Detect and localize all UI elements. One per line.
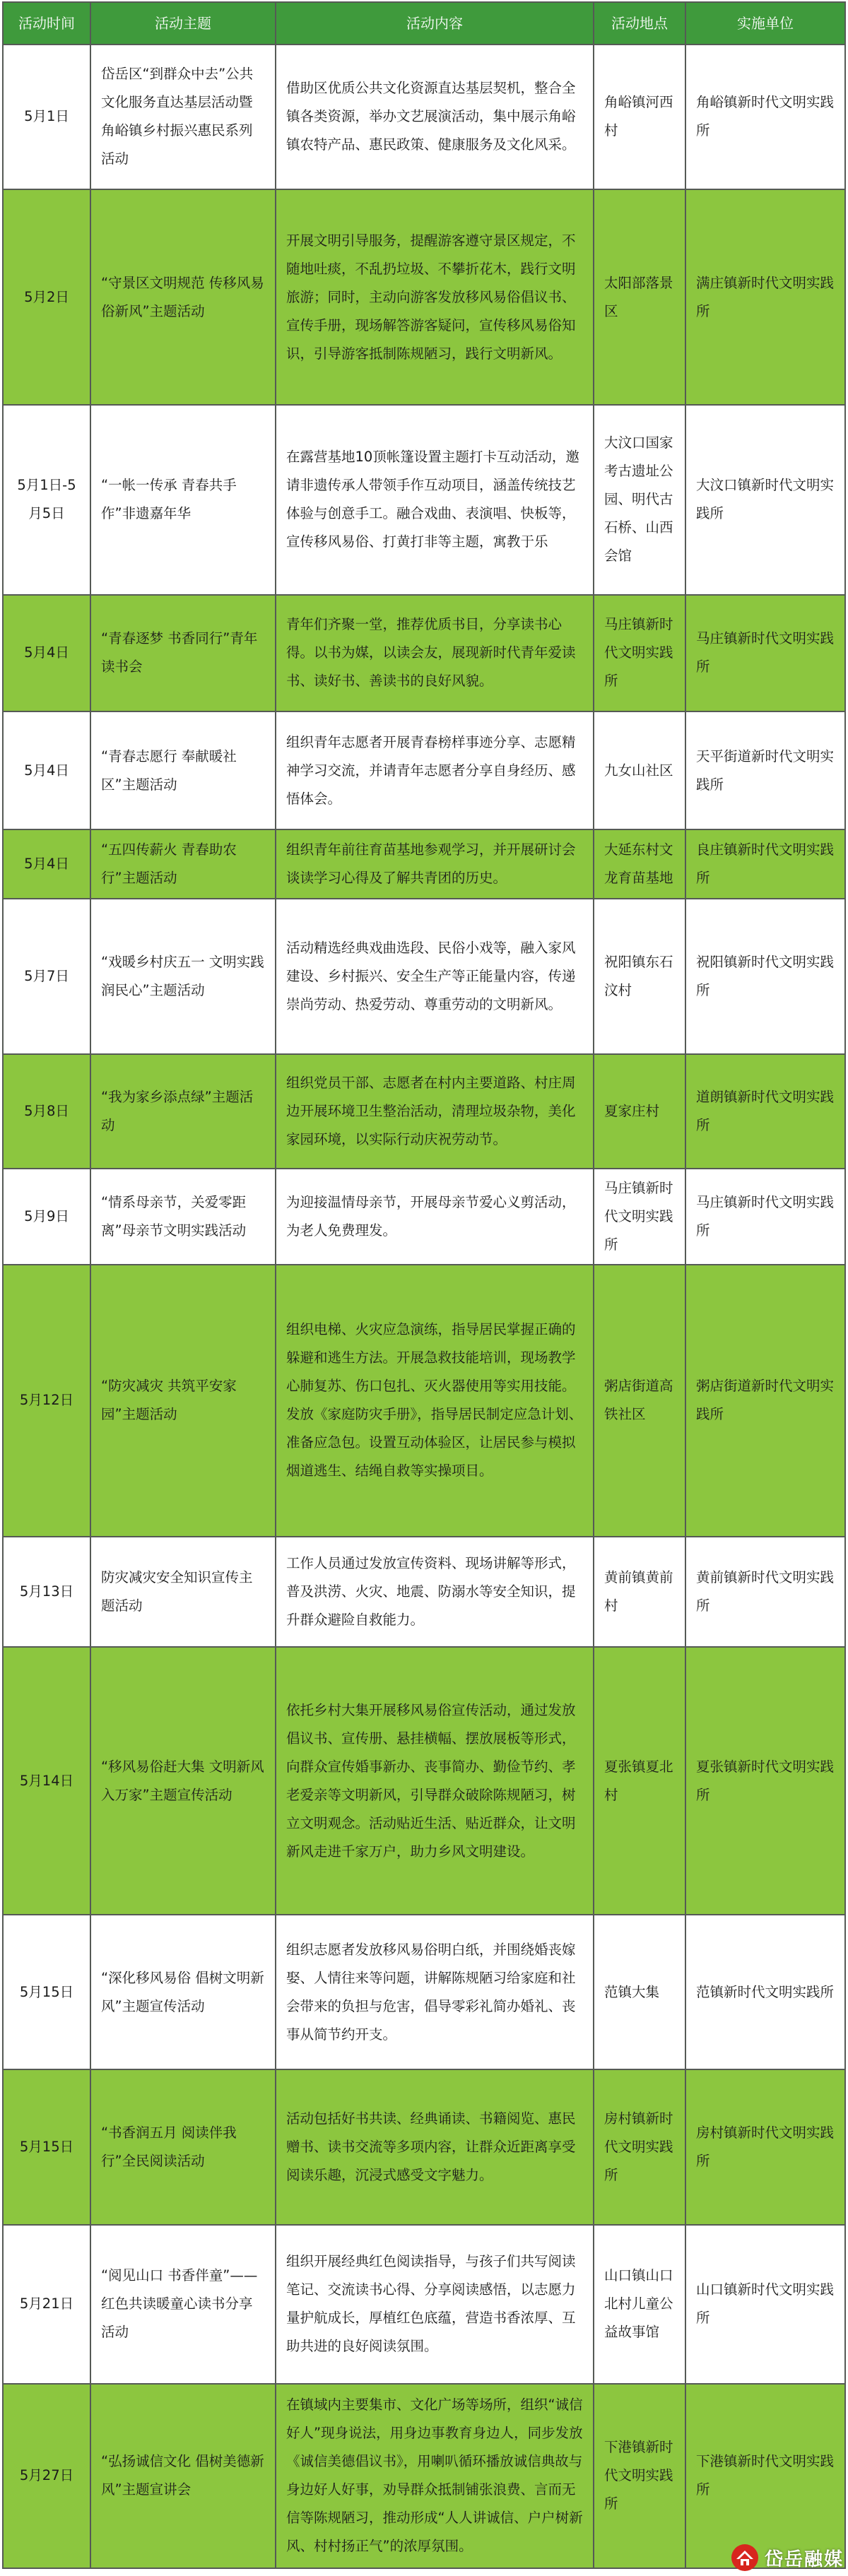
cell-location: 范镇大集 bbox=[594, 1915, 685, 2070]
cell-date: 5月4日 bbox=[3, 711, 90, 829]
watermark bbox=[707, 2539, 848, 2576]
watermark-text: 岱岳融媒 bbox=[764, 2548, 844, 2570]
cell-theme: “戏暖乡村庆五一 文明实践润民心”主题活动 bbox=[90, 899, 276, 1054]
cell-location: 粥店街道高铁社区 bbox=[594, 1265, 685, 1537]
cell-date: 5月1日 bbox=[3, 45, 90, 189]
cell-location: 房村镇新时代文明实践所 bbox=[594, 2069, 685, 2225]
cell-content: 组织党员干部、志愿者在村内主要道路、村庄周边开展环境卫生整治活动，清理垃圾杂物，美化家园环境，以实际行动庆祝劳动节。 bbox=[276, 1054, 594, 1169]
cell-location: 祝阳镇东石汶村 bbox=[594, 899, 685, 1054]
header-theme: 活动主题 bbox=[90, 2, 276, 45]
cell-date: 5月13日 bbox=[3, 1537, 90, 1648]
cell-location: 大汶口国家考古遗址公园、明代古石桥、山西会馆 bbox=[594, 405, 685, 595]
cell-date: 5月14日 bbox=[3, 1647, 90, 1914]
rooftop-logo-icon bbox=[731, 2543, 759, 2572]
cell-date: 5月1日-5月5日 bbox=[3, 405, 90, 595]
cell-unit: 马庄镇新时代文明实践所 bbox=[685, 595, 845, 711]
activity-schedule-table bbox=[2, 1, 846, 2569]
cell-location: 太阳部落景区 bbox=[594, 189, 685, 405]
cell-date: 5月2日 bbox=[3, 189, 90, 405]
cell-unit: 角峪镇新时代文明实践所 bbox=[685, 45, 845, 189]
cell-unit: 大汶口镇新时代文明实践所 bbox=[685, 405, 845, 595]
cell-unit: 满庄镇新时代文明实践所 bbox=[685, 189, 845, 405]
cell-location: 夏张镇夏北村 bbox=[594, 1647, 685, 1914]
cell-date: 5月7日 bbox=[3, 899, 90, 1054]
cell-theme: “阅见山口 书香伴童”——红色共读暖童心读书分享活动 bbox=[90, 2225, 276, 2384]
cell-location: 山口镇山口北村儿童公益故事馆 bbox=[594, 2225, 685, 2384]
cell-theme: “情系母亲节，关爱零距离”母亲节文明实践活动 bbox=[90, 1169, 276, 1265]
cell-content: 组织青年志愿者开展青春榜样事迹分享、志愿精神学习交流，并请青年志愿者分享自身经历、感悟体会。 bbox=[276, 711, 594, 829]
table-row bbox=[3, 2225, 845, 2384]
cell-location: 马庄镇新时代文明实践所 bbox=[594, 595, 685, 711]
cell-location: 下港镇新时代文明实践所 bbox=[594, 2384, 685, 2568]
table-row bbox=[3, 1265, 845, 1537]
table-row bbox=[3, 45, 845, 189]
cell-theme: “青春志愿行 奉献暖社区”主题活动 bbox=[90, 711, 276, 829]
cell-location: 马庄镇新时代文明实践所 bbox=[594, 1169, 685, 1265]
cell-content: 活动包括好书共读、经典诵读、书籍阅览、惠民赠书、读书交流等多项内容，让群众近距离享受阅读乐趣，沉浸式感受文字魅力。 bbox=[276, 2069, 594, 2225]
cell-content: 组织青年前往育苗基地参观学习，并开展研讨会谈读学习心得及了解共青团的历史。 bbox=[276, 829, 594, 899]
cell-unit: 祝阳镇新时代文明实践所 bbox=[685, 899, 845, 1054]
cell-content: 组织电梯、火灾应急演练，指导居民掌握正确的躲避和逃生方法。开展急救技能培训，现场教学心肺复苏、伤口包扎、灭火器使用等实用技能。发放《家庭防灾手册》，指导居民制定应急计划、准备应急包。设置互动体验区，让居民参与模拟烟道逃生、结绳自救等实操项目。 bbox=[276, 1265, 594, 1537]
cell-content: 在露营基地10顶帐篷设置主题打卡互动活动，邀请非遗传承人带领手作互动项目，涵盖传统技艺体验与创意手工。融合戏曲、表演唱、快板等，宣传移风易俗、打黄打非等主题，寓教于乐 bbox=[276, 405, 594, 595]
cell-date: 5月9日 bbox=[3, 1169, 90, 1265]
table-row bbox=[3, 829, 845, 899]
cell-unit: 天平街道新时代文明实践所 bbox=[685, 711, 845, 829]
cell-date: 5月8日 bbox=[3, 1054, 90, 1169]
cell-date: 5月21日 bbox=[3, 2225, 90, 2384]
cell-unit: 房村镇新时代文明实践所 bbox=[685, 2069, 845, 2225]
cell-content: 组织志愿者发放移风易俗明白纸，并围绕婚丧嫁娶、人情往来等问题，讲解陈规陋习给家庭和社会带来的负担与危害，倡导零彩礼简办婚礼、丧事从简节约开支。 bbox=[276, 1915, 594, 2070]
cell-unit: 道朗镇新时代文明实践所 bbox=[685, 1054, 845, 1169]
table-row bbox=[3, 405, 845, 595]
table-header-row bbox=[3, 2, 845, 45]
cell-content: 开展文明引导服务，提醒游客遵守景区规定，不随地吐痰，不乱扔垃圾、不攀折花木，践行文明旅游；同时，主动向游客发放移风易俗倡议书、宣传手册，现场解答游客疑问，宣传移风易俗知识，引导游客抵制陈规陋习，践行文明新风。 bbox=[276, 189, 594, 405]
cell-unit: 范镇新时代文明实践所 bbox=[685, 1915, 845, 2070]
cell-content: 工作人员通过发放宣传资料、现场讲解等形式，普及洪涝、火灾、地震、防溺水等安全知识，提升群众避险自救能力。 bbox=[276, 1537, 594, 1648]
cell-unit: 粥店街道新时代文明实践所 bbox=[685, 1265, 845, 1537]
cell-content: 依托乡村大集开展移风易俗宣传活动，通过发放倡议书、宣传册、悬挂横幅、摆放展板等形式，向群众宣传婚事新办、丧事简办、勤俭节约、孝老爱亲等文明新风，引导群众破除陈规陋习，树立文明观念。活动贴近生活、贴近群众，让文明新风走进千家万户，助力乡风文明建设。 bbox=[276, 1647, 594, 1914]
cell-theme: 防灾减灾安全知识宣传主题活动 bbox=[90, 1537, 276, 1648]
table-row bbox=[3, 899, 845, 1054]
cell-location: 黄前镇黄前村 bbox=[594, 1537, 685, 1648]
cell-date: 5月27日 bbox=[3, 2384, 90, 2568]
cell-location: 九女山社区 bbox=[594, 711, 685, 829]
cell-unit: 良庄镇新时代文明实践所 bbox=[685, 829, 845, 899]
table-row bbox=[3, 1647, 845, 1914]
cell-content: 在镇域内主要集市、文化广场等场所，组织“诚信好人”现身说法，用身边事教育身边人，同步发放《诚信美德倡议书》，用喇叭循环播放诚信典故与身边好人好事，劝导群众抵制铺张浪费、言而无信等陈规陋习，推动形成“人人讲诚信、户户树新风、村村扬正气”的浓厚氛围。 bbox=[276, 2384, 594, 2568]
cell-date: 5月15日 bbox=[3, 1915, 90, 2070]
cell-date: 5月4日 bbox=[3, 595, 90, 711]
cell-unit: 山口镇新时代文明实践所 bbox=[685, 2225, 845, 2384]
cell-content: 为迎接温情母亲节，开展母亲节爱心义剪活动，为老人免费理发。 bbox=[276, 1169, 594, 1265]
cell-content: 借助区优质公共文化资源直达基层契机，整合全镇各类资源，举办文艺展演活动，集中展示角峪镇农特产品、惠民政策、健康服务及文化风采。 bbox=[276, 45, 594, 189]
header-unit: 实施单位 bbox=[685, 2, 845, 45]
table-row bbox=[3, 189, 845, 405]
cell-unit: 夏张镇新时代文明实践所 bbox=[685, 1647, 845, 1914]
table-row bbox=[3, 1537, 845, 1648]
cell-theme: “守景区文明规范 传移风易俗新风”主题活动 bbox=[90, 189, 276, 405]
cell-unit: 黄前镇新时代文明实践所 bbox=[685, 1537, 845, 1648]
cell-theme: “移风易俗赶大集 文明新风入万家”主题宣传活动 bbox=[90, 1647, 276, 1914]
cell-date: 5月12日 bbox=[3, 1265, 90, 1537]
cell-theme: “一帐一传承 青春共手作”非遗嘉年华 bbox=[90, 405, 276, 595]
table-row bbox=[3, 1169, 845, 1265]
table-row bbox=[3, 2069, 845, 2225]
cell-location: 角峪镇河西村 bbox=[594, 45, 685, 189]
header-content: 活动内容 bbox=[276, 2, 594, 45]
cell-location: 夏家庄村 bbox=[594, 1054, 685, 1169]
cell-theme: “防灾减灾 共筑平安家园”主题活动 bbox=[90, 1265, 276, 1537]
cell-content: 组织开展经典红色阅读指导，与孩子们共写阅读笔记、交流读书心得、分享阅读感悟，以志愿力量护航成长，厚植红色底蕴，营造书香浓厚、互助共进的良好阅读氛围。 bbox=[276, 2225, 594, 2384]
table-row bbox=[3, 1054, 845, 1169]
cell-date: 5月4日 bbox=[3, 829, 90, 899]
table-row bbox=[3, 595, 845, 711]
cell-content: 活动精选经典戏曲选段、民俗小戏等，融入家风建设、乡村振兴、安全生产等正能量内容，传递崇尚劳动、热爱劳动、尊重劳动的文明新风。 bbox=[276, 899, 594, 1054]
cell-date: 5月15日 bbox=[3, 2069, 90, 2225]
cell-theme: “弘扬诚信文化 倡树美德新风”主题宣讲会 bbox=[90, 2384, 276, 2568]
header-date: 活动时间 bbox=[3, 2, 90, 45]
table-row bbox=[3, 711, 845, 829]
cell-theme: “青春逐梦 书香同行”青年读书会 bbox=[90, 595, 276, 711]
cell-theme: 岱岳区“到群众中去”公共文化服务直达基层活动暨角峪镇乡村振兴惠民系列活动 bbox=[90, 45, 276, 189]
cell-theme: “深化移风易俗 倡树文明新风”主题宣传活动 bbox=[90, 1915, 276, 2070]
cell-content: 青年们齐聚一堂，推荐优质书目，分享读书心得。以书为媒，以读会友，展现新时代青年爱读书、读好书、善读书的良好风貌。 bbox=[276, 595, 594, 711]
table-row bbox=[3, 1915, 845, 2070]
cell-theme: “我为家乡添点绿”主题活动 bbox=[90, 1054, 276, 1169]
cell-theme: “五四传薪火 青春助农行”主题活动 bbox=[90, 829, 276, 899]
cell-unit: 马庄镇新时代文明实践所 bbox=[685, 1169, 845, 1265]
header-location: 活动地点 bbox=[594, 2, 685, 45]
cell-unit: 下港镇新时代文明实践所 bbox=[685, 2384, 845, 2568]
cell-theme: “书香润五月 阅读伴我行”全民阅读活动 bbox=[90, 2069, 276, 2225]
cell-location: 大延东村文龙育苗基地 bbox=[594, 829, 685, 899]
